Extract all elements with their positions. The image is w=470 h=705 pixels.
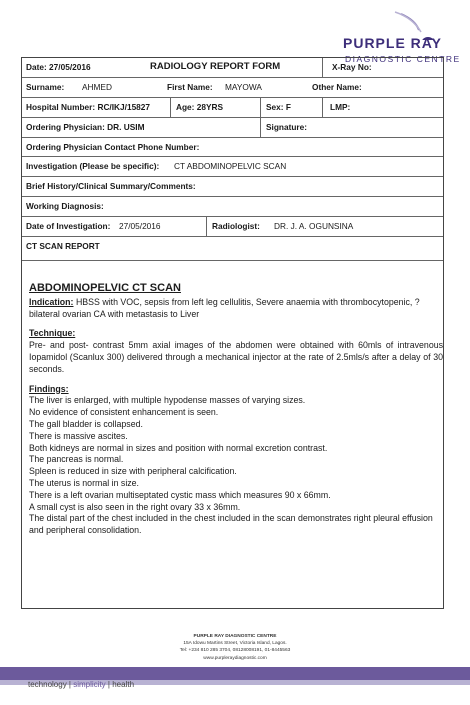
radiologist-label: Radiologist: bbox=[212, 221, 260, 231]
form-title: RADIOLOGY REPORT FORM bbox=[150, 61, 281, 72]
surname-label: Surname: bbox=[26, 82, 65, 92]
investigation-value: CT ABDOMINOPELVIC SCAN bbox=[174, 161, 287, 171]
indication-paragraph bbox=[29, 297, 443, 321]
inv-date-row bbox=[22, 217, 443, 237]
finding-item: There is a left ovarian multiseptated cystic mass which measures 90 x 66mm. bbox=[29, 489, 331, 500]
age-field: Age: 28YRS bbox=[176, 102, 224, 112]
date-field: Date: 27/05/2016 bbox=[26, 62, 91, 72]
finding-item: There is massive ascites. bbox=[29, 430, 128, 441]
finding-item: The pancreas is normal. bbox=[29, 454, 124, 465]
finding-item: The liver is enlarged, with multiple hypodense masses of varying sizes. bbox=[29, 395, 306, 406]
inv-date-value: 27/05/2016 bbox=[119, 221, 161, 231]
ordering-physician: Ordering Physician: DR. USIM bbox=[26, 122, 145, 132]
finding-item: The gall bladder is collapsed. bbox=[29, 418, 143, 429]
finding-item: The uterus is normal in size. bbox=[29, 477, 140, 488]
logo-subtitle: DIAGNOSTIC CENTRE bbox=[345, 54, 461, 64]
report-body bbox=[29, 283, 443, 537]
technique-label: Technique: bbox=[29, 328, 76, 339]
finding-item: The distal part of the chest included in the chest included in the scan demonstrates right pleural effusion and peripheral consolidation. bbox=[29, 513, 433, 536]
report-label-row bbox=[22, 237, 443, 261]
footer-address: 15A Idowu Martins Street, Victoria Island, Lagos. bbox=[183, 641, 287, 647]
indication-label: Indication: bbox=[29, 296, 74, 307]
tagline: technology | simplicity | health bbox=[28, 680, 135, 689]
radiologist-value: DR. J. A. OGUNSINA bbox=[274, 221, 354, 231]
surname-value: AHMED bbox=[82, 82, 112, 92]
tagline-health: health bbox=[112, 680, 135, 689]
tagline-simplicity: simplicity bbox=[73, 680, 106, 689]
sex-field: Sex: F bbox=[266, 102, 291, 112]
finding-item: Spleen is reduced in size with peripheral calcification. bbox=[29, 466, 237, 477]
hospital-number: Hospital Number: RC/IKJ/15827 bbox=[26, 102, 151, 112]
investigation-row bbox=[22, 157, 443, 177]
finding-item: A small cyst is also seen in the right ovary 33 x 36mm. bbox=[29, 501, 241, 512]
xray-number-field: X-Ray No: bbox=[332, 62, 372, 72]
hospital-row bbox=[22, 98, 443, 118]
indication-text: HBSS with VOC, sepsis from left leg cellulitis, Severe anaemia with thrombocytopenic, ? bilateral ovarian CA with metastasis to Liver bbox=[29, 296, 420, 319]
finding-item: No evidence of consistent enhancement is seen. bbox=[29, 407, 219, 418]
report-heading: ABDOMINOPELVIC CT SCAN bbox=[29, 282, 181, 294]
footer-website: www.purpleraydiagnostic.com bbox=[203, 655, 267, 661]
diagnosis-label: Working Diagnosis: bbox=[26, 201, 104, 211]
patient-name-row bbox=[22, 78, 443, 98]
contact-row bbox=[22, 138, 443, 157]
footer-phone: Tel: +234 810 285 3704, 08128008191, 01-8445563 bbox=[179, 648, 291, 654]
firstname-value: MAYOWA bbox=[225, 82, 262, 92]
physician-contact: Ordering Physician Contact Phone Number: bbox=[26, 142, 200, 152]
findings-label: Findings: bbox=[29, 383, 69, 394]
technique-text: Pre- and post- contrast 5mm axial images of the abdomen were obtained with 60mls of intravenous Iopamidol (Scanlux 300) delivered through a mechanical injector at the rate of 2.5mls/s after a delay of 30 seconds. bbox=[29, 340, 443, 374]
signature-field: Signature: bbox=[266, 122, 308, 132]
investigation-label: Investigation (Please be specific): bbox=[26, 161, 160, 171]
history-label: Brief History/Clinical Summary/Comments: bbox=[26, 181, 196, 191]
history-row bbox=[22, 177, 443, 197]
form-header-row bbox=[22, 58, 443, 78]
footer-bar bbox=[0, 667, 470, 680]
clinic-footer bbox=[0, 633, 470, 662]
physician-row bbox=[22, 118, 443, 138]
finding-item: Both kidneys are normal in sizes and position with normal excretion contrast. bbox=[29, 442, 328, 453]
diagnosis-row bbox=[22, 197, 443, 217]
tagline-technology: technology bbox=[28, 680, 67, 689]
firstname-label: First Name: bbox=[167, 82, 213, 92]
othername-label: Other Name: bbox=[312, 82, 362, 92]
ct-scan-report-label: CT SCAN REPORT bbox=[26, 241, 100, 251]
footer-clinic-name: PURPLE RAY DIAGNOSTIC CENTRE bbox=[193, 634, 277, 639]
lmp-field: LMP: bbox=[330, 102, 351, 112]
logo-name: PURPLE RAY bbox=[343, 35, 442, 51]
inv-date-label: Date of Investigation: bbox=[26, 221, 111, 231]
